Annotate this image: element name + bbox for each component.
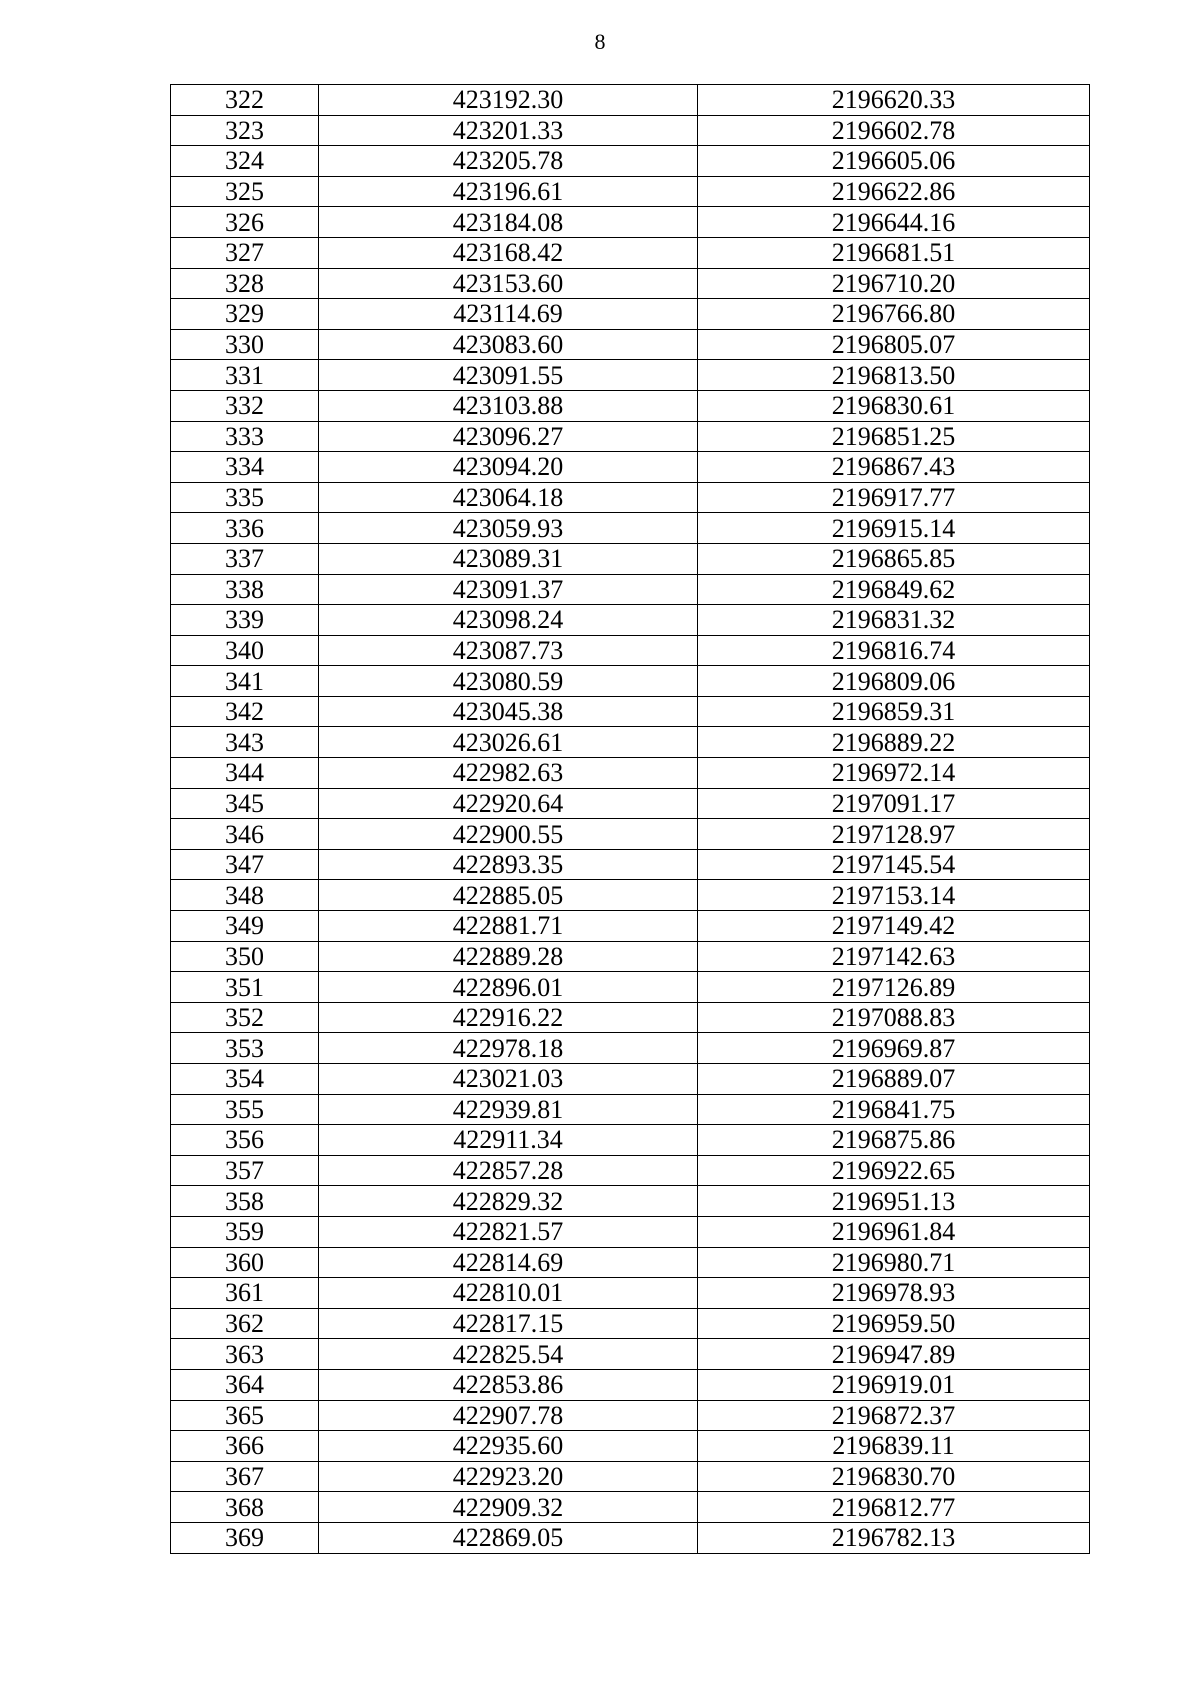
x-coordinate-cell: 422825.54	[319, 1339, 698, 1370]
point-number-cell: 330	[171, 329, 319, 360]
table-row	[171, 1186, 1090, 1217]
x-coordinate-cell: 423192.30	[319, 85, 698, 116]
table-row	[171, 1064, 1090, 1095]
point-number-cell: 326	[171, 207, 319, 238]
y-coordinate-cell: 2196915.14	[698, 513, 1090, 544]
point-number-cell: 359	[171, 1216, 319, 1247]
point-number-cell: 360	[171, 1247, 319, 1278]
x-coordinate-cell: 422893.35	[319, 849, 698, 880]
x-coordinate-cell: 422911.34	[319, 1125, 698, 1156]
table-row	[171, 1094, 1090, 1125]
x-coordinate-cell: 423103.88	[319, 390, 698, 421]
table-row	[171, 972, 1090, 1003]
table-row	[171, 1431, 1090, 1462]
y-coordinate-cell: 2196961.84	[698, 1216, 1090, 1247]
point-number-cell: 349	[171, 911, 319, 942]
x-coordinate-cell: 423114.69	[319, 299, 698, 330]
point-number-cell: 361	[171, 1278, 319, 1309]
table-row	[171, 1369, 1090, 1400]
table-row	[171, 635, 1090, 666]
table-row	[171, 911, 1090, 942]
y-coordinate-cell: 2196978.93	[698, 1278, 1090, 1309]
y-coordinate-cell: 2196830.70	[698, 1461, 1090, 1492]
y-coordinate-cell: 2196622.86	[698, 176, 1090, 207]
y-coordinate-cell: 2196620.33	[698, 85, 1090, 116]
table-row	[171, 176, 1090, 207]
point-number-cell: 364	[171, 1369, 319, 1400]
y-coordinate-cell: 2196951.13	[698, 1186, 1090, 1217]
point-number-cell: 366	[171, 1431, 319, 1462]
y-coordinate-cell: 2196831.32	[698, 605, 1090, 636]
table-row	[171, 1155, 1090, 1186]
x-coordinate-cell: 423087.73	[319, 635, 698, 666]
table-row	[171, 360, 1090, 391]
point-number-cell: 338	[171, 574, 319, 605]
point-number-cell: 325	[171, 176, 319, 207]
page-number: 8	[594, 29, 606, 54]
table-row	[171, 115, 1090, 146]
table-row	[171, 1522, 1090, 1553]
point-number-cell: 332	[171, 390, 319, 421]
table-row	[171, 237, 1090, 268]
point-number-cell: 336	[171, 513, 319, 544]
point-number-cell: 342	[171, 696, 319, 727]
table-row	[171, 1278, 1090, 1309]
x-coordinate-cell: 423089.31	[319, 543, 698, 574]
table-row	[171, 1002, 1090, 1033]
x-coordinate-cell: 423080.59	[319, 666, 698, 697]
point-number-cell: 333	[171, 421, 319, 452]
table-row	[171, 1125, 1090, 1156]
x-coordinate-cell: 422829.32	[319, 1186, 698, 1217]
point-number-cell: 327	[171, 237, 319, 268]
point-number-cell: 344	[171, 758, 319, 789]
table-row	[171, 727, 1090, 758]
point-number-cell: 346	[171, 819, 319, 850]
y-coordinate-cell: 2197153.14	[698, 880, 1090, 911]
point-number-cell: 357	[171, 1155, 319, 1186]
y-coordinate-cell: 2196644.16	[698, 207, 1090, 238]
point-number-cell: 322	[171, 85, 319, 116]
table-row	[171, 1216, 1090, 1247]
y-coordinate-cell: 2197126.89	[698, 972, 1090, 1003]
x-coordinate-cell: 423091.37	[319, 574, 698, 605]
table-row	[171, 513, 1090, 544]
y-coordinate-cell: 2196681.51	[698, 237, 1090, 268]
x-coordinate-cell: 423083.60	[319, 329, 698, 360]
y-coordinate-cell: 2196947.89	[698, 1339, 1090, 1370]
point-number-cell: 334	[171, 452, 319, 483]
y-coordinate-cell: 2196605.06	[698, 146, 1090, 177]
y-coordinate-cell: 2196812.77	[698, 1492, 1090, 1523]
point-number-cell: 331	[171, 360, 319, 391]
y-coordinate-cell: 2196959.50	[698, 1308, 1090, 1339]
x-coordinate-cell: 422857.28	[319, 1155, 698, 1186]
table-row	[171, 666, 1090, 697]
point-number-cell: 369	[171, 1522, 319, 1553]
x-coordinate-cell: 422869.05	[319, 1522, 698, 1553]
y-coordinate-cell: 2196782.13	[698, 1522, 1090, 1553]
point-number-cell: 350	[171, 941, 319, 972]
coordinates-table	[170, 84, 1090, 1554]
y-coordinate-cell: 2196919.01	[698, 1369, 1090, 1400]
y-coordinate-cell: 2196710.20	[698, 268, 1090, 299]
table-row	[171, 1033, 1090, 1064]
y-coordinate-cell: 2196859.31	[698, 696, 1090, 727]
point-number-cell: 348	[171, 880, 319, 911]
x-coordinate-cell: 422978.18	[319, 1033, 698, 1064]
point-number-cell: 343	[171, 727, 319, 758]
y-coordinate-cell: 2196917.77	[698, 482, 1090, 513]
table-row	[171, 788, 1090, 819]
y-coordinate-cell: 2196889.07	[698, 1064, 1090, 1095]
y-coordinate-cell: 2196851.25	[698, 421, 1090, 452]
point-number-cell: 362	[171, 1308, 319, 1339]
x-coordinate-cell: 423021.03	[319, 1064, 698, 1095]
x-coordinate-cell: 423096.27	[319, 421, 698, 452]
y-coordinate-cell: 2197145.54	[698, 849, 1090, 880]
y-coordinate-cell: 2197149.42	[698, 911, 1090, 942]
y-coordinate-cell: 2197091.17	[698, 788, 1090, 819]
point-number-cell: 356	[171, 1125, 319, 1156]
x-coordinate-cell: 423153.60	[319, 268, 698, 299]
point-number-cell: 358	[171, 1186, 319, 1217]
x-coordinate-cell: 422853.86	[319, 1369, 698, 1400]
y-coordinate-cell: 2196816.74	[698, 635, 1090, 666]
table-row	[171, 390, 1090, 421]
point-number-cell: 335	[171, 482, 319, 513]
table-row	[171, 1492, 1090, 1523]
x-coordinate-cell: 422920.64	[319, 788, 698, 819]
table-row	[171, 482, 1090, 513]
table-row	[171, 146, 1090, 177]
x-coordinate-cell: 422939.81	[319, 1094, 698, 1125]
point-number-cell: 323	[171, 115, 319, 146]
table-row	[171, 543, 1090, 574]
x-coordinate-cell: 423098.24	[319, 605, 698, 636]
point-number-cell: 339	[171, 605, 319, 636]
x-coordinate-cell: 423026.61	[319, 727, 698, 758]
x-coordinate-cell: 422900.55	[319, 819, 698, 850]
x-coordinate-cell: 422885.05	[319, 880, 698, 911]
table-row	[171, 758, 1090, 789]
table-row	[171, 299, 1090, 330]
table-row	[171, 1339, 1090, 1370]
x-coordinate-cell: 423201.33	[319, 115, 698, 146]
table-row	[171, 452, 1090, 483]
y-coordinate-cell: 2196805.07	[698, 329, 1090, 360]
y-coordinate-cell: 2196602.78	[698, 115, 1090, 146]
table-row	[171, 849, 1090, 880]
y-coordinate-cell: 2196980.71	[698, 1247, 1090, 1278]
y-coordinate-cell: 2196875.86	[698, 1125, 1090, 1156]
y-coordinate-cell: 2196809.06	[698, 666, 1090, 697]
x-coordinate-cell: 423059.93	[319, 513, 698, 544]
y-coordinate-cell: 2196889.22	[698, 727, 1090, 758]
x-coordinate-cell: 423168.42	[319, 237, 698, 268]
table-row	[171, 207, 1090, 238]
point-number-cell: 355	[171, 1094, 319, 1125]
table-row	[171, 85, 1090, 116]
x-coordinate-cell: 422896.01	[319, 972, 698, 1003]
coordinates-table-body	[171, 85, 1090, 1554]
point-number-cell: 368	[171, 1492, 319, 1523]
x-coordinate-cell: 423045.38	[319, 696, 698, 727]
table-row	[171, 880, 1090, 911]
x-coordinate-cell: 422923.20	[319, 1461, 698, 1492]
table-row	[171, 819, 1090, 850]
y-coordinate-cell: 2196867.43	[698, 452, 1090, 483]
x-coordinate-cell: 422889.28	[319, 941, 698, 972]
x-coordinate-cell: 423064.18	[319, 482, 698, 513]
x-coordinate-cell: 423091.55	[319, 360, 698, 391]
table-row	[171, 574, 1090, 605]
x-coordinate-cell: 423184.08	[319, 207, 698, 238]
point-number-cell: 337	[171, 543, 319, 574]
point-number-cell: 363	[171, 1339, 319, 1370]
y-coordinate-cell: 2196922.65	[698, 1155, 1090, 1186]
table-row	[171, 329, 1090, 360]
x-coordinate-cell: 422909.32	[319, 1492, 698, 1523]
point-number-cell: 328	[171, 268, 319, 299]
point-number-cell: 353	[171, 1033, 319, 1064]
x-coordinate-cell: 422817.15	[319, 1308, 698, 1339]
x-coordinate-cell: 423205.78	[319, 146, 698, 177]
x-coordinate-cell: 423196.61	[319, 176, 698, 207]
y-coordinate-cell: 2197142.63	[698, 941, 1090, 972]
point-number-cell: 341	[171, 666, 319, 697]
point-number-cell: 329	[171, 299, 319, 330]
point-number-cell: 367	[171, 1461, 319, 1492]
table-row	[171, 605, 1090, 636]
x-coordinate-cell: 423094.20	[319, 452, 698, 483]
y-coordinate-cell: 2196830.61	[698, 390, 1090, 421]
point-number-cell: 340	[171, 635, 319, 666]
y-coordinate-cell: 2196813.50	[698, 360, 1090, 391]
point-number-cell: 354	[171, 1064, 319, 1095]
y-coordinate-cell: 2196839.11	[698, 1431, 1090, 1462]
x-coordinate-cell: 422814.69	[319, 1247, 698, 1278]
table-row	[171, 421, 1090, 452]
point-number-cell: 324	[171, 146, 319, 177]
y-coordinate-cell: 2196849.62	[698, 574, 1090, 605]
y-coordinate-cell: 2196969.87	[698, 1033, 1090, 1064]
x-coordinate-cell: 422982.63	[319, 758, 698, 789]
y-coordinate-cell: 2197088.83	[698, 1002, 1090, 1033]
point-number-cell: 351	[171, 972, 319, 1003]
x-coordinate-cell: 422907.78	[319, 1400, 698, 1431]
x-coordinate-cell: 422881.71	[319, 911, 698, 942]
y-coordinate-cell: 2196972.14	[698, 758, 1090, 789]
x-coordinate-cell: 422935.60	[319, 1431, 698, 1462]
table-row	[171, 268, 1090, 299]
x-coordinate-cell: 422810.01	[319, 1278, 698, 1309]
y-coordinate-cell: 2196766.80	[698, 299, 1090, 330]
point-number-cell: 365	[171, 1400, 319, 1431]
x-coordinate-cell: 422821.57	[319, 1216, 698, 1247]
table-row	[171, 1308, 1090, 1339]
table-row	[171, 1400, 1090, 1431]
table-row	[171, 1461, 1090, 1492]
x-coordinate-cell: 422916.22	[319, 1002, 698, 1033]
y-coordinate-cell: 2196841.75	[698, 1094, 1090, 1125]
table-row	[171, 941, 1090, 972]
y-coordinate-cell: 2196872.37	[698, 1400, 1090, 1431]
y-coordinate-cell: 2197128.97	[698, 819, 1090, 850]
point-number-cell: 345	[171, 788, 319, 819]
table-row	[171, 696, 1090, 727]
point-number-cell: 347	[171, 849, 319, 880]
table-row	[171, 1247, 1090, 1278]
y-coordinate-cell: 2196865.85	[698, 543, 1090, 574]
point-number-cell: 352	[171, 1002, 319, 1033]
